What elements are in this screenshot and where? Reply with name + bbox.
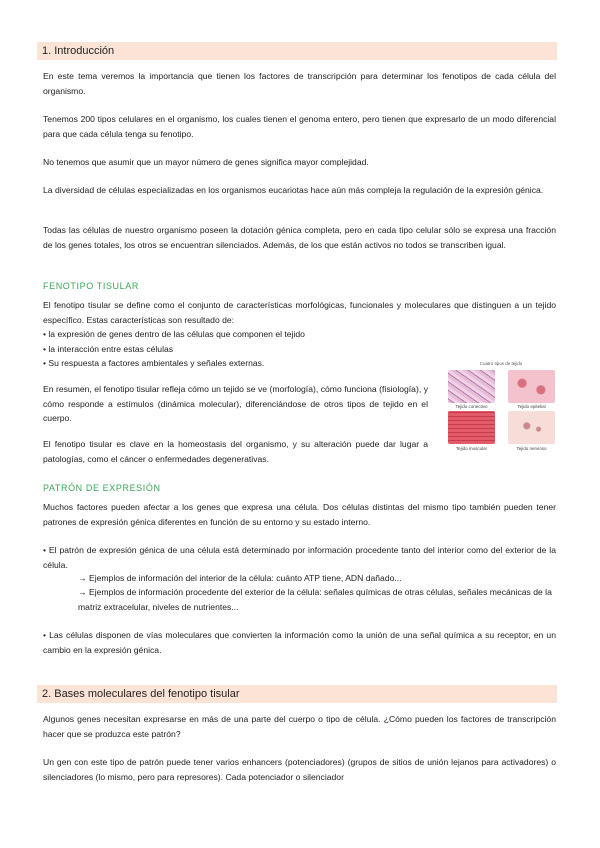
list-item: • la expresión de genes dentro de las células que componen el tejido	[43, 329, 305, 339]
list-item: • la interacción entre estas células	[43, 343, 174, 354]
nerve-tissue-image	[508, 411, 555, 444]
tissue-types-figure	[444, 361, 558, 456]
intro-paragraph-3: No tenemos que asumir que un mayor número de genes significa mayor complejidad.	[43, 157, 369, 167]
fenotipo-paragraph-2: En resumen, el fenotipo tisular refleja cómo un tejido se ve (morfología), cómo funciona (fisiología), y cómo responde a estímulos (dinámica molecular), diferenciándose de otros tipos de tejido en el cuerpo.	[43, 384, 428, 424]
intro-paragraph-1: En este tema veremos la importancia que tienen los factores de transcripción para determinar los fenotipos de cada célula del organismo.	[43, 71, 556, 96]
figure-title: Cuatro tipos de tejido	[479, 361, 523, 366]
intro-paragraph-4: La diversidad de células especializadas en los organismos eucariotas hace aún más compleja la regulación de la expresión génica.	[43, 185, 544, 195]
figure-label-muscular: Tejido muscular	[455, 446, 488, 451]
epithelial-tissue-image	[508, 370, 555, 403]
patron-paragraph-2: • El patrón de expresión génica de una célula está determinado por información procedente tanto del interior como del exterior de la célula.	[43, 545, 556, 570]
connective-tissue-image	[448, 370, 495, 403]
bases-paragraph-2: Un gen con este tipo de patrón puede tener varios enhancers (potenciadores) (grupos de sitios de unión lejanos para activadores) o silenciadores (lo mismo, pero para represores). Cada potenciador o silenciador	[43, 757, 556, 782]
fenotipo-paragraph-1: El fenotipo tisular se define como el conjunto de características morfológicas, funcionales y moleculares que distinguen a un tejido específico. Estas características son resultado de:	[43, 300, 556, 325]
muscle-tissue-image	[448, 411, 495, 444]
patron-sub-item-1: → Ejemplos de información del interior de la célula: cuánto ATP tiene, ADN dañado...	[78, 573, 402, 583]
patron-paragraph-3: • Las células disponen de vías moleculares que convierten la información como la unión de una señal química a su receptor, en un cambio en la expresión génica.	[43, 630, 556, 655]
patron-paragraph-1: Muchos factores pueden afectar a los genes que expresa una célula. Dos células distintas del mismo tipo también pueden tener patrones de expresión génica diferentes en función de su entorno y su estado interno.	[43, 502, 556, 527]
figure-label-conectivo: Tejido conectivo	[455, 404, 488, 409]
list-item: • Su respuesta a factores ambientales y señales externas.	[43, 358, 265, 369]
patron-sub-item-2: → Ejemplos de información procedente del exterior de la célula: señales químicas de otras células, señales mecánicas de la matriz extracelular, niveles de nutrientes...	[78, 587, 552, 612]
bases-paragraph-1: Algunos genes necesitan expresarse en más de una parte del cuerpo o tipo de célula. ¿Cómo pueden los factores de transcripción hacer que se produzca este patrón?	[43, 714, 556, 739]
section-1-heading: 1. Introducción	[37, 42, 557, 60]
section-2-heading: 2. Bases moleculares del fenotipo tisular	[37, 685, 557, 703]
figure-label-nervioso: Tejido nervioso	[516, 446, 547, 451]
figure-label-epitelial: Tejido epitelial	[517, 404, 546, 409]
intro-paragraph-5: Todas las células de nuestro organismo poseen la dotación génica completa, pero en cada tipo celular sólo se expresa una fracción de los genes totales, los otros se encuentran silenciados. Además, de los que están activos no todos se transcriben igual.	[43, 225, 556, 250]
fenotipo-heading: FENOTIPO TISULAR	[43, 281, 139, 291]
patron-heading: PATRÓN DE EXPRESIÓN	[43, 483, 161, 493]
intro-paragraph-2: Tenemos 200 tipos celulares en el organismo, los cuales tienen el genoma entero, pero tienen que expresarlo de un modo diferencial para que cada célula tenga su fenotipo.	[43, 114, 556, 139]
fenotipo-paragraph-3: El fenotipo tisular es clave en la homeostasis del organismo, y su alteración puede dar lugar a patologías, como el cáncer o enfermedades degenerativas.	[43, 439, 428, 464]
